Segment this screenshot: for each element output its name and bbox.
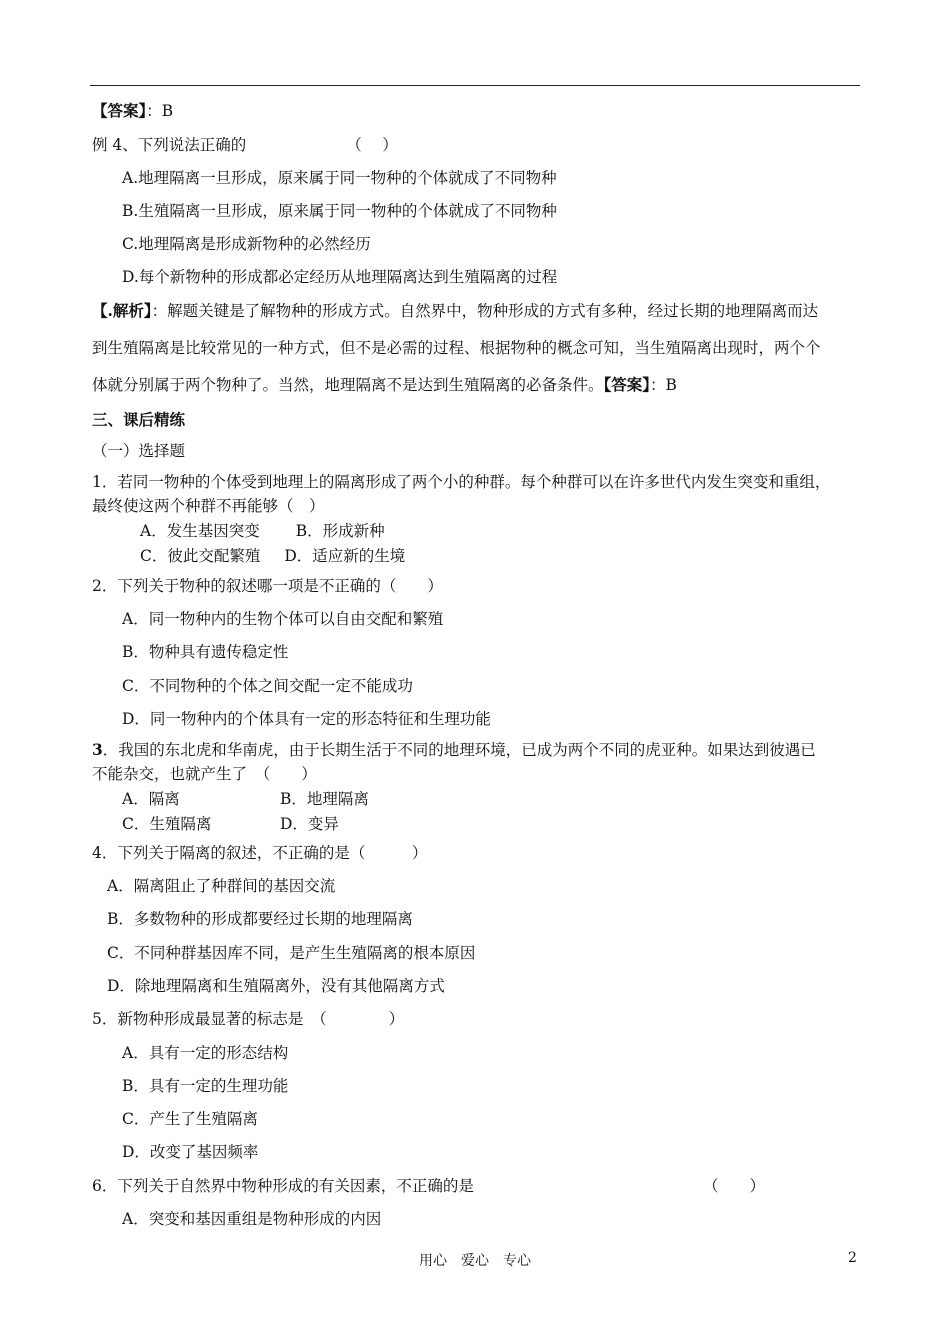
q2-option-b: B．物种具有遗传稳定性 xyxy=(122,643,289,661)
q2-option-a: A．同一物种内的生物个体可以自由交配和繁殖 xyxy=(122,610,444,628)
q4-option-c: C．不同种群基因库不同，是产生生殖隔离的根本原因 xyxy=(107,944,476,962)
q2-option-c: C．不同物种的个体之间交配一定不能成功 xyxy=(122,677,413,695)
example4-option-a: A.地理隔离一旦形成，原来属于同一物种的个体就成了不同物种 xyxy=(122,169,557,187)
q2-option-d: D．同一物种内的个体具有一定的形态特征和生理功能 xyxy=(122,710,491,728)
q5-option-a: A．具有一定的形态结构 xyxy=(122,1044,289,1062)
example4-option-b: B.生殖隔离一旦形成，原来属于同一物种的个体就成了不同物种 xyxy=(122,202,557,220)
section-subtitle: （一）选择题 xyxy=(92,442,186,460)
example4-option-c: C.地理隔离是形成新物种的必然经历 xyxy=(122,235,371,253)
q4-stem: 4．下列关于隔离的叙述，不正确的是（ ） xyxy=(92,844,428,862)
q4-option-d: D．除地理隔离和生殖隔离外，没有其他隔离方式 xyxy=(107,977,445,995)
q5-option-d: D．改变了基因频率 xyxy=(122,1143,259,1161)
q5-stem: 5．新物种形成最显著的标志是 （ ） xyxy=(92,1010,405,1028)
example4-analysis-line-2: 到生殖隔离是比较常见的一种方式，但不是必需的过程、根据物种的概念可知，当生殖隔离出现时，两个个 xyxy=(92,339,821,357)
q3-stem-line-2: 不能杂交，也就产生了 （ ） xyxy=(92,765,317,783)
q1-stem-line-1: 1．若同一物种的个体受到地理上的隔离形成了两个小的种群。每个种群可以在许多世代内发生突变和重组， xyxy=(92,473,831,491)
q1-options-row-2: C．彼此交配繁殖 D．适应新的生境 xyxy=(140,547,406,565)
q1-stem-line-2: 最终使这两个种群不再能够（ ） xyxy=(92,497,325,515)
page-number: 2 xyxy=(848,1250,857,1266)
q1-options-row-1: A．发生基因突变 B．形成新种 xyxy=(140,522,385,540)
q4-option-b: B．多数物种的形成都要经过长期的地理隔离 xyxy=(107,910,413,928)
q6-stem: 6．下列关于自然界中物种形成的有关因素，不正确的是 xyxy=(92,1177,474,1195)
q6-answer-bracket: （ ） xyxy=(703,1177,766,1195)
q5-option-c: C．产生了生殖隔离 xyxy=(122,1110,258,1128)
q6-option-a: A．突变和基因重组是物种形成的内因 xyxy=(122,1210,382,1228)
example4-analysis-line-3: 体就分别属于两个物种了。当然，地理隔离不是达到生殖隔离的必备条件。【答案】：B xyxy=(92,375,677,394)
prev-answer: 【答案】：B xyxy=(92,101,174,120)
page-footer: 用心 爱心 专心 xyxy=(419,1253,531,1269)
section-title: 三、课后精练 xyxy=(92,410,186,429)
q2-stem: 2．下列关于物种的叙述哪一项是不正确的（ ） xyxy=(92,577,443,595)
header-rule xyxy=(90,85,860,86)
example4-stem: 例 4、下列说法正确的 （ ） xyxy=(92,136,398,154)
q3-options-row-1: A．隔离 B．地理隔离 xyxy=(122,790,369,808)
example4-analysis-line-1: 【.解析】：解题关键是了解物种的形成方式。自然界中，物种形成的方式有多种，经过长期的地理隔离而达 xyxy=(92,301,819,320)
example4-option-d: D.每个新物种的形成都必定经历从地理隔离达到生殖隔离的过程 xyxy=(122,268,558,286)
q5-option-b: B．具有一定的生理功能 xyxy=(122,1077,289,1095)
q3-stem-line-1: 3．我国的东北虎和华南虎，由于长期生活于不同的地理环境，已成为两个不同的虎亚种。如果达到彼遇已 xyxy=(92,740,816,759)
q3-options-row-2: C．生殖隔离 D．变异 xyxy=(122,815,339,833)
q4-option-a: A．隔离阻止了种群间的基因交流 xyxy=(107,877,336,895)
